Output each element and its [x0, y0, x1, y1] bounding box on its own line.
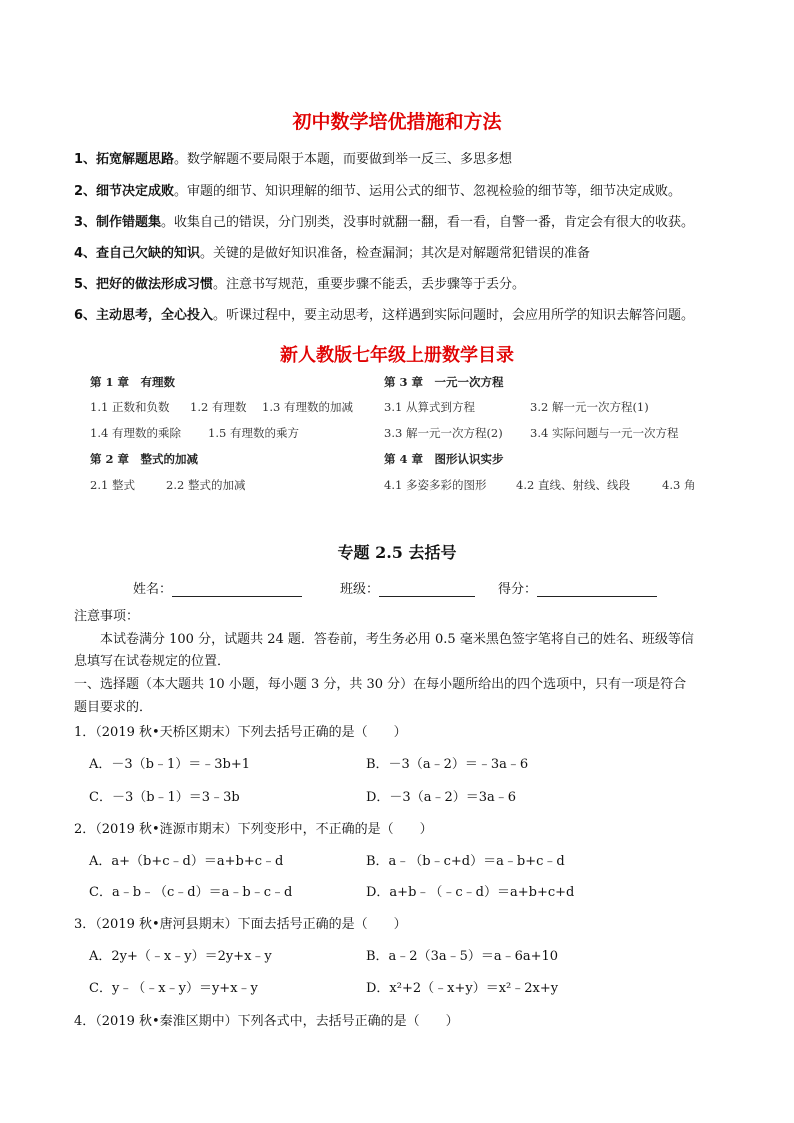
score-field[interactable] — [498, 578, 657, 597]
question-1-option-d[interactable]: D．－3（a﹣2）＝3a﹣6 — [366, 790, 517, 805]
toc-item: 1.2 有理数 — [190, 400, 247, 414]
tip-4: 4、查自己欠缺的知识。关键的是做好知识准备，检查漏洞；其次是对解题常犯错误的准备 — [74, 246, 591, 261]
question-2-option-c[interactable]: C．a﹣b﹣（c﹣d）＝a﹣b﹣c﹣d — [89, 885, 293, 900]
question-1-option-a[interactable]: A．－3（b﹣1）＝﹣3b+1 — [89, 757, 251, 772]
toc-chapter-4: 第 4 章 图形认识实步 — [384, 452, 504, 466]
toc-chapter-1: 第 1 章 有理数 — [90, 375, 176, 389]
question-2-option-d[interactable]: D．a+b﹣（﹣c﹣d）＝a+b+c+d — [366, 885, 575, 900]
toc-item: 3.4 实际问题与一元一次方程 — [530, 426, 679, 440]
question-3-option-c[interactable]: C．y﹣（﹣x﹣y）＝y+x﹣y — [89, 981, 258, 996]
toc-item: 4.3 角 — [662, 478, 696, 492]
class-blank[interactable] — [379, 582, 475, 597]
tip-5: 5、把好的做法形成习惯。注意书写规范，重要步骤不能丢，丢步骤等于丢分。 — [74, 277, 526, 292]
class-label: 班级： — [340, 582, 380, 597]
exam-title: 专题 2.5 去括号 — [337, 543, 457, 562]
name-label: 姓名： — [133, 582, 173, 597]
toc-item: 3.2 解一元一次方程(1) — [530, 400, 649, 414]
question-1-option-b[interactable]: B．－3（a﹣2）＝﹣3a﹣6 — [366, 757, 529, 772]
tip-3: 3、制作错题集。收集自己的错误，分门别类，没事时就翻一翻，看一看，自警一番，肯定会有很大的收获。 — [74, 215, 695, 230]
page-title: 初中数学培优措施和方法 — [292, 111, 502, 133]
name-field[interactable] — [133, 578, 302, 597]
tip-2: 2、细节决定成败。审题的细节、知识理解的细节、运用公式的细节、忽视检验的细节等，细节决定成败。 — [74, 184, 682, 199]
question-3-option-d[interactable]: D．x²+2（﹣x+y）＝x²﹣2x+y — [366, 981, 559, 996]
toc-item: 3.3 解一元一次方程(2) — [384, 426, 503, 440]
toc-item: 4.2 直线、射线、线段 — [516, 478, 630, 492]
notice-label: 注意事项： — [74, 609, 140, 624]
tip-1: 1、拓宽解题思路。数学解题不要局限于本题，而要做到举一反三、多思多想 — [74, 152, 513, 167]
notice-line-2: 息填写在试卷规定的位置． — [74, 654, 231, 669]
score-label: 得分： — [498, 582, 538, 597]
question-3-stem: 3．（2019 秋•唐河县期末）下面去括号正确的是（ ） — [74, 917, 407, 932]
toc-item: 1.1 正数和负数 — [90, 400, 170, 414]
section-heading-line-2: 题目要求的． — [74, 700, 153, 715]
question-3-option-a[interactable]: A．2y+（﹣x﹣y）＝2y+x﹣y — [89, 949, 272, 964]
tip-6: 6、主动思考，全心投入。听课过程中，要主动思考，这样遇到实际问题时，会应用所学的知识去解答问题。 — [74, 308, 695, 323]
section-heading-line-1: 一、选择题（本大题共 10 小题，每小题 3 分，共 30 分）在每小题所给出的四个选项中，只有一项是符合 — [74, 677, 687, 692]
toc-title: 新人教版七年级上册数学目录 — [280, 345, 514, 366]
toc-item: 1.5 有理数的乘方 — [208, 426, 299, 440]
question-3-option-b[interactable]: B．a﹣2（3a﹣5）＝a﹣6a+10 — [366, 949, 559, 964]
toc-item: 2.1 整式 — [90, 478, 135, 492]
question-2-option-b[interactable]: B．a﹣（b﹣c+d）＝a﹣b+c﹣d — [366, 854, 565, 869]
toc-item: 1.3 有理数的加减 — [262, 400, 353, 414]
toc-item: 1.4 有理数的乘除 — [90, 426, 181, 440]
question-1-option-c[interactable]: C．－3（b﹣1）＝3﹣3b — [89, 790, 240, 805]
toc-chapter-2: 第 2 章 整式的加减 — [90, 452, 199, 466]
toc-item: 4.1 多姿多彩的图形 — [384, 478, 487, 492]
notice-line-1: 本试卷满分 100 分，试题共 24 题．答卷前，考生务必用 0.5 毫米黑色签字笔将自己的姓名、班级等信 — [100, 632, 694, 647]
question-2-stem: 2．（2019 秋•涟源市期末）下列变形中，不正确的是（ ） — [74, 822, 433, 837]
score-blank[interactable] — [537, 582, 657, 597]
toc-item: 3.1 从算式到方程 — [384, 400, 475, 414]
toc-item: 2.2 整式的加减 — [166, 478, 246, 492]
toc-chapter-3: 第 3 章 一元一次方程 — [384, 375, 504, 389]
name-blank[interactable] — [172, 582, 302, 597]
question-1-stem: 1．（2019 秋•天桥区期末）下列去括号正确的是（ ） — [74, 725, 407, 740]
class-field[interactable] — [340, 578, 475, 597]
question-4-stem: 4．（2019 秋•秦淮区期中）下列各式中，去括号正确的是（ ） — [74, 1014, 459, 1029]
question-2-option-a[interactable]: A．a+（b+c﹣d）＝a+b+c﹣d — [89, 854, 284, 869]
